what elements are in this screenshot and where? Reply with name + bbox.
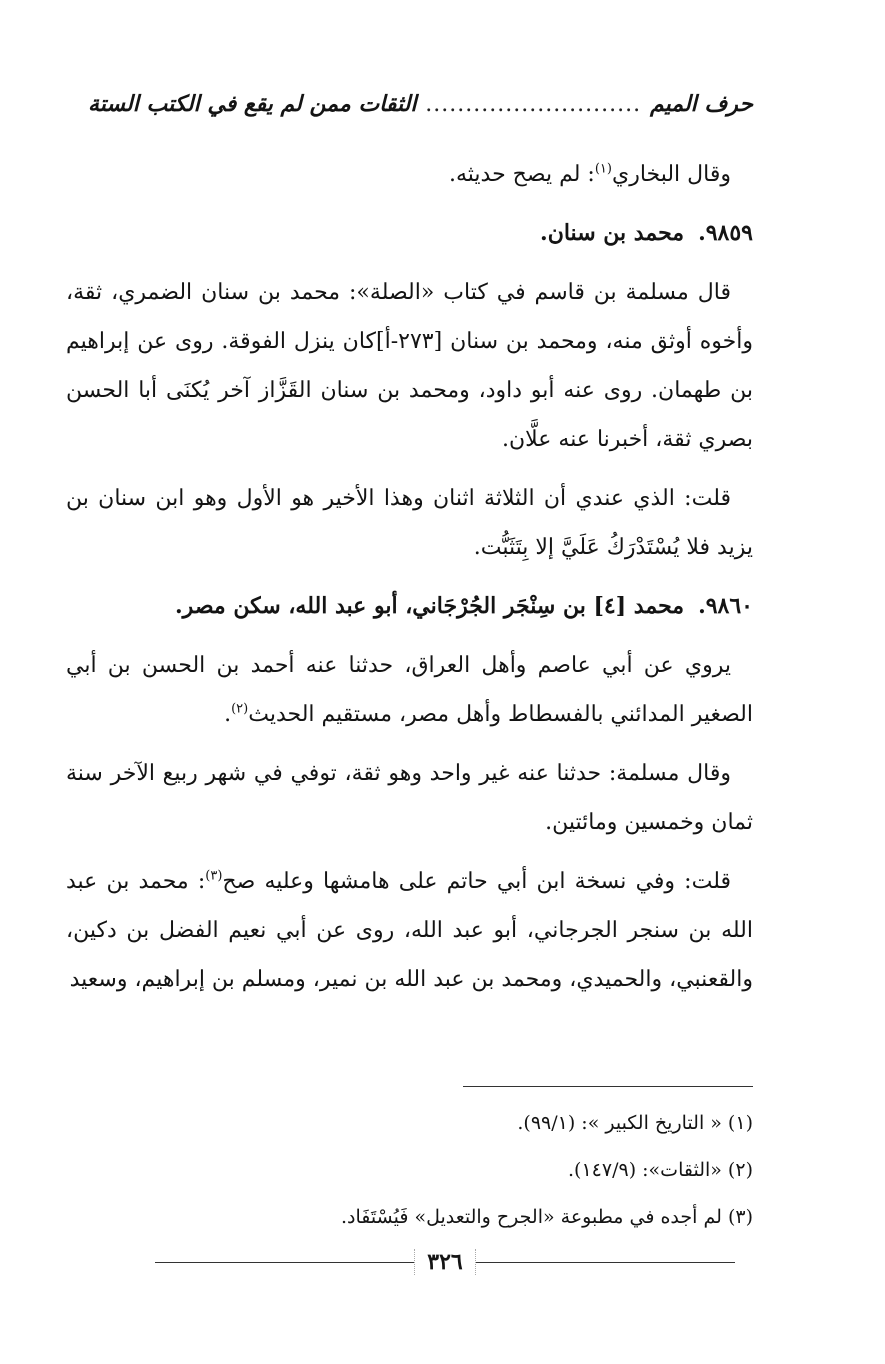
footnote-marker-1: (١): [594, 161, 612, 177]
paragraph-text: .: [224, 702, 232, 727]
page-footer: [155, 1242, 735, 1282]
footnote-divider: [463, 1086, 753, 1087]
footnote-marker-2: (٢): [231, 701, 249, 717]
page-number: ٣٢٦: [414, 1249, 475, 1275]
entry-number: ٩٨٦٠.: [698, 593, 753, 619]
footnote-3: (٣) لم أجده في مطبوعة «الجرح والتعديل» فَيُسْتَفَاد.: [341, 1206, 753, 1228]
paragraph-maslama: قال مسلمة بن قاسم في كتاب «الصلة»: محمد بن سنان الضمري، ثقة، وأخوه أوثق منه، ومحمد بن سنان [٢٧٣-أ]كان ينزل الفوقة. روى عن إبراهيم بن طهمان. روى عنه أبو داود، ومحمد بن سنان القَزَّاز آخر يُكنَى أبا الحسن بصري ثقة، أخبرنا عنه علَّان.: [66, 280, 753, 452]
footnote-1: (١) « التاريخ الكبير »: (٩٩/١).: [517, 1112, 753, 1134]
paragraph-text: : محمد بن عبد الله بن سنجر الجرجاني، أبو عبد الله، روى عن أبي نعيم الفضل بن دكين، والقعنبي، والحميدي، ومحمد بن عبد الله بن نمير، ومسلم بن إبراهيم، وسعيد: [66, 869, 753, 992]
entry-heading-9860: [66, 582, 753, 631]
footnote-marker-3: (٣): [205, 868, 223, 884]
paragraph-yarwi: [66, 641, 753, 739]
paragraph-text: : لم يصح حديثه.: [448, 162, 595, 187]
header-chapter: حرف الميم: [649, 91, 753, 117]
paragraph-text: قلت: وفي نسخة ابن أبي حاتم على هامشها وعليه صح: [222, 869, 731, 894]
footnote-2: (٢) «الثقات»: (١٤٧/٩).: [568, 1159, 753, 1181]
entry-number: ٩٨٥٩.: [698, 220, 753, 246]
footer-rule-right: [476, 1262, 735, 1263]
running-header: [88, 86, 753, 122]
paragraph-text: يروي عن أبي عاصم وأهل العراق، حدثنا عنه أحمد بن الحسن بن أبي الصغير المدائني بالفسطاط وأهل مصر، مستقيم الحديث: [66, 653, 753, 727]
footer-rule-left: [155, 1262, 414, 1263]
entry-name: محمد بن سنان.: [540, 220, 685, 246]
paragraph-text: وقال البخاري: [611, 162, 731, 187]
footnotes: [200, 1100, 753, 1241]
header-dots: ...........................: [425, 91, 642, 117]
header-book-title: الثقات ممن لم يقع في الكتب الستة: [88, 91, 417, 117]
main-text: [66, 150, 753, 1004]
paragraph-maslama-2: وقال مسلمة: حدثنا عنه غير واحد وهو ثقة، توفي في شهر ربيع الآخر سنة ثمان وخمسين ومائتين.: [66, 761, 753, 835]
entry-heading-9859: [66, 209, 753, 258]
entry-name: محمد [٤] بن سِنْجَر الجُرْجَاني، أبو عبد الله، سكن مصر.: [175, 593, 685, 619]
paragraph-bukhari: [66, 150, 753, 199]
paragraph-qultu-1: قلت: الذي عندي أن الثلاثة اثنان وهذا الأخير هو الأول وهو ابن سنان بن يزيد فلا يُسْتَدْرَكُ عَلَيَّ إلا بِتَثَبُّت.: [66, 486, 753, 560]
paragraph-qultu-2: [66, 857, 753, 1004]
